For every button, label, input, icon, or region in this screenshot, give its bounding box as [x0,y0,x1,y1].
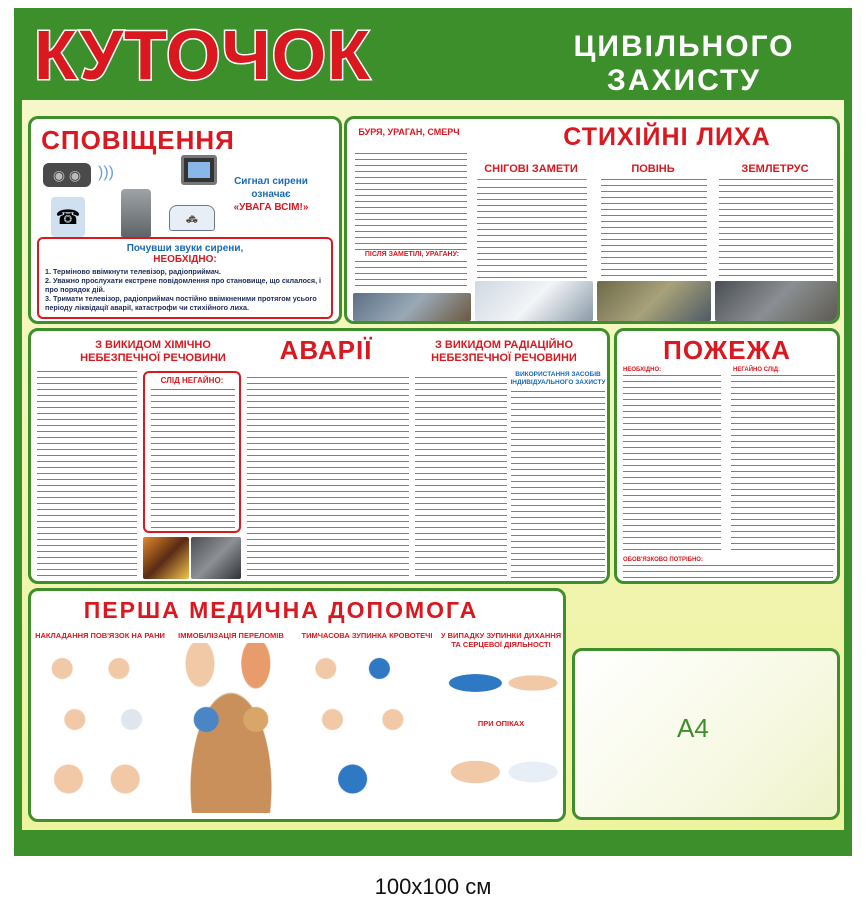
signal-line3: «УВАГА ВСІМ!» [233,202,309,213]
police-car-icon: 🚓 [169,205,215,231]
protection-means-title: ВИКОРИСТАННЯ ЗАСОБІВ ІНДИВІДУАЛЬНОГО ЗАХИСТУ [510,371,606,386]
bleeding-illustrations [299,643,433,813]
burns-illustrations [437,731,565,813]
radiation-title-line2: НЕБЕЗПЕЧНОЇ РЕЧОВИНИ [431,352,577,364]
radiation-title [401,339,607,365]
snow-text [477,187,587,279]
alert-box-title2: НЕОБХІДНО: [153,254,217,265]
bandage-illustrations [37,643,163,813]
first-aid-panel [28,588,566,822]
chemical-title [55,339,251,365]
snow-subtitle [477,179,587,185]
first-aid-col4-title [435,631,566,649]
alert-step: 1. Терміново ввімкнути телевізор, радіоприймач. [45,267,221,276]
fire-sub3: ОБОВ'ЯЗКОВО ПОТРІБНО: [623,557,703,563]
chemical-urgent-title: СЛІД НЕГАЙНО: [160,376,224,385]
storm-after-text [355,261,467,291]
fire-sub1: НЕОБХІДНО: [623,367,662,373]
accidents-center-text [247,377,409,579]
chemical-urgent-text [151,389,235,529]
chemical-text [37,371,137,579]
header-subtitle-line1: ЦИВІЛЬНОГО [573,30,795,63]
storm-photo [353,293,471,321]
snow-photo [475,281,593,321]
first-aid-col4-line1: У ВИПАДКУ ЗУПИНКИ ДИХАННЯ [440,631,562,640]
disasters-panel [344,116,840,324]
storm-after-title: ПІСЛЯ ЗАМЕТІЛІ, УРАГАНУ: [364,251,460,258]
a4-pocket[interactable] [572,648,840,820]
size-label: 100x100 см [374,874,492,899]
storm-text [355,153,467,251]
alert-instructions-box [37,237,333,319]
earthquake-text [719,179,833,279]
radiation-title-line1: З ВИКИДОМ РАДІАЦІЙНО [434,339,574,351]
first-aid-col3-title: ТИМЧАСОВА ЗУПИНКА КРОВОТЕЧІ [301,631,433,640]
fire-right-text [731,375,835,555]
disasters-title: СТИХІЙНІ ЛИХА [563,123,771,151]
immobilization-illustrations [169,643,293,813]
siren-icon [121,189,151,237]
alert-box-title1: Почувши звуки сирени, [126,243,244,254]
header-subtitle-line2: ЗАХИСТУ [607,64,761,97]
fire-panel [614,328,840,584]
accidents-panel [28,328,610,584]
signal-line1: Сигнал сирени [234,176,308,187]
chemical-urgent-box [143,371,241,533]
snow-title: СНІГОВІ ЗАМЕТИ [484,163,578,175]
chemical-title-line2: НЕБЕЗПЕЧНОЇ РЕЧОВИНИ [80,352,226,364]
radiation-text [415,377,507,579]
alert-panel [28,116,342,324]
cpr-illustrations [437,653,565,713]
chemical-photo-2 [191,537,241,579]
first-aid-col1-title: НАКЛАДАННЯ ПОВ'ЯЗОК НА РАНИ [35,631,165,640]
first-aid-col2-title: ІММОБІЛІЗАЦІЯ ПЕРЕЛОМІВ [178,631,284,640]
alert-steps [39,265,331,312]
header-subtitle [539,30,829,98]
first-aid-col5-title: ПРИ ОПІКАХ [477,719,525,728]
flood-text [601,179,707,279]
earthquake-photo [715,281,837,321]
alert-panel-title: СПОВІЩЕННЯ [41,125,235,155]
signal-line2: означає [251,189,291,200]
flood-photo [597,281,711,321]
tv-icon [181,155,217,185]
earthquake-title: ЗЕМЛЕТРУС [741,163,809,175]
flood-title: ПОВІНЬ [631,163,675,175]
alert-step: 3. Тримати телевізор, радіоприймач постійно ввімкненими протягом усього періоду ліквідації аварії, катастрофи чи стихійного лиха. [45,294,317,312]
chemical-title-line1: З ВИКИДОМ ХІМІЧНО [95,339,211,351]
radio-icon: ◉ ◉ [43,163,91,187]
fire-left-text [623,375,721,555]
fire-title: ПОЖЕЖА [663,335,791,365]
first-aid-title: ПЕРША МЕДИЧНА ДОПОМОГА [83,597,479,623]
alert-step: 2. Уважно прослухати екстрене повідомлення про становище, що склалося, і про порядок дій. [45,276,322,294]
header-title: КУТОЧОК [34,16,371,94]
stand-board [14,8,852,856]
person-phone-icon: ☎ [51,197,85,237]
a4-label: A4 [677,713,709,743]
protection-means-text [511,391,605,579]
fire-bottom-text [623,565,833,579]
accidents-title: АВАРІЇ [279,335,373,365]
fire-sub2: НЕГАЙНО СЛІД: [733,367,781,373]
chemical-photo-1 [143,537,189,579]
storm-title: БУРЯ, УРАГАН, СМЕРЧ [358,127,460,137]
sound-waves-icon: ))) [98,164,114,181]
signal-meaning [221,175,321,214]
first-aid-col4-line2: ТА СЕРЦЕВОЇ ДІЯЛЬНОСТІ [451,640,551,649]
